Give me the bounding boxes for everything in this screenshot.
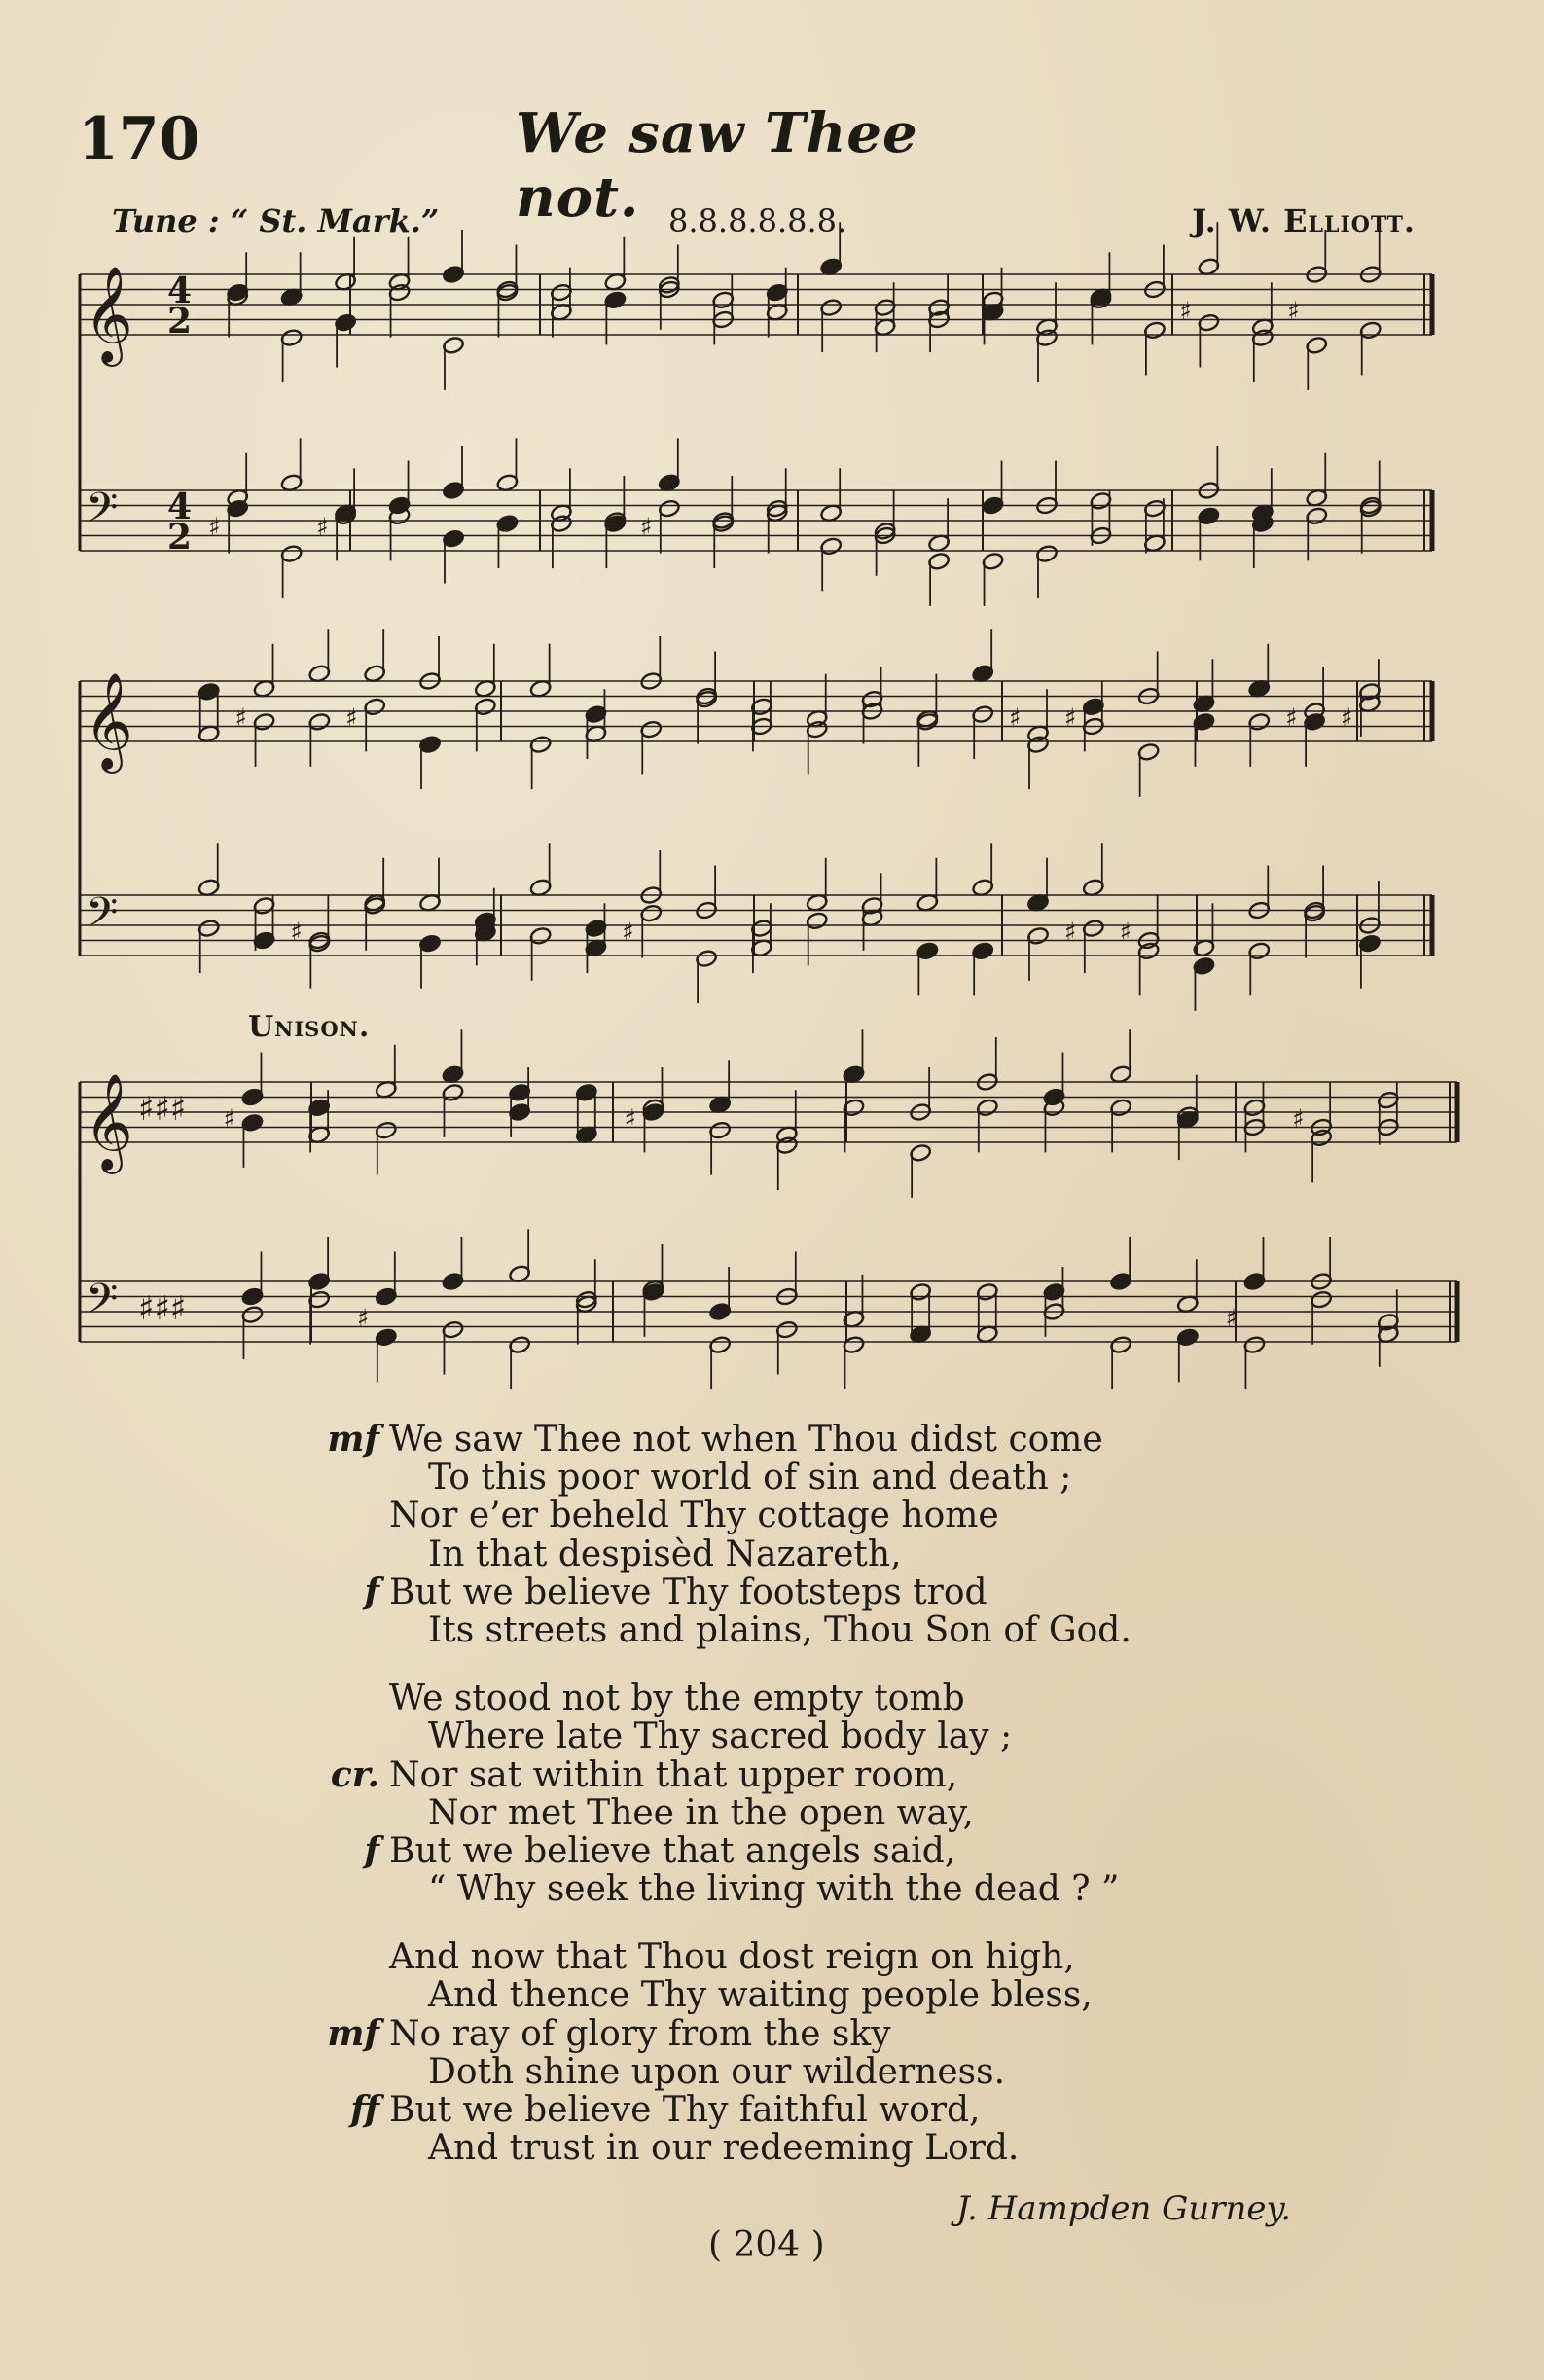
hymn-verses xyxy=(0,1421,1544,2197)
tune-name: Tune : “ St. Mark.” xyxy=(112,202,440,239)
stanza-2 xyxy=(0,1679,1544,1908)
sharp-accidental: ♯ xyxy=(1119,918,1132,948)
sharp-accidental: ♯ xyxy=(1292,1104,1305,1135)
sharp-accidental: ♯ xyxy=(624,1104,637,1135)
verse-text: Where late Thy sacred body lay ; xyxy=(428,1716,1013,1757)
verse-line xyxy=(0,2053,1544,2091)
sharp-accidental: ♯ xyxy=(208,513,221,543)
verse-text: And now that Thou dost reign on high, xyxy=(389,1937,1075,1978)
time-signature-bottom: 2 xyxy=(167,517,193,558)
verse-text: “ Why seek the living with the dead ? ” xyxy=(428,1869,1120,1910)
text-author: J. Hampden Gurney. xyxy=(956,2189,1291,2228)
verse-text: Nor e’er beheld Thy cottage home xyxy=(389,1496,999,1536)
verse-text: We saw Thee not when Thou didst come xyxy=(389,1420,1103,1460)
verse-line xyxy=(0,1938,1544,1976)
verse-line xyxy=(0,1753,1544,1795)
verse-text: But we believe Thy faithful word, xyxy=(389,2090,981,2130)
verse-text: To this poor world of sin and death ; xyxy=(428,1458,1072,1498)
verse-text: Nor met Thee in the open way, xyxy=(428,1792,974,1833)
hymn-number: 170 xyxy=(78,105,200,173)
bass-clef: 𝄢 xyxy=(86,888,119,948)
verse-line xyxy=(0,1717,1544,1755)
verse-line xyxy=(0,1794,1544,1832)
meter: 8.8.8.8.8.8. xyxy=(668,202,847,239)
verse-line xyxy=(0,1570,1544,1612)
verse-line xyxy=(0,1829,1544,1871)
time-signature-bottom: 2 xyxy=(167,301,193,342)
dynamic-marking: mf xyxy=(327,1419,379,1460)
sharp-accidental: ♯ xyxy=(234,703,248,734)
time-signature-top: 4 xyxy=(167,487,193,527)
bass-clef: 𝄢 xyxy=(86,484,119,543)
treble-clef: 𝄞 xyxy=(84,672,133,770)
verse-line xyxy=(0,1497,1544,1534)
dynamic-marking: cr. xyxy=(330,1753,379,1795)
verse-text: Its streets and plains, Thou Son of God. xyxy=(428,1609,1131,1650)
sharp-accidental: ♯ xyxy=(1179,297,1192,327)
verse-text: And trust in our redeeming Lord. xyxy=(428,2128,1020,2169)
verse-text: Doth shine upon our wilderness. xyxy=(428,2051,1006,2092)
verse-line xyxy=(0,1421,1544,1459)
sharp-accidental: ♯ xyxy=(223,1104,236,1135)
dynamic-marking: mf xyxy=(327,2012,379,2054)
verse-line xyxy=(0,1611,1544,1649)
verse-text: But we believe that angels said, xyxy=(389,1830,956,1871)
stanza-3 xyxy=(0,1938,1544,2167)
verse-line xyxy=(0,2012,1544,2054)
sharp-accidental: ♯ xyxy=(316,513,329,543)
verse-text: Nor sat within that upper room, xyxy=(389,1754,958,1795)
hymn-title: We saw Thee not. xyxy=(516,101,918,230)
key-signature: ♯♯♯ xyxy=(138,1090,187,1129)
key-signature: ♯♯♯ xyxy=(138,1289,187,1328)
verse-line xyxy=(0,1459,1544,1497)
dynamic-marking: ff xyxy=(350,2089,379,2130)
time-signature-top: 4 xyxy=(167,270,193,311)
dynamic-marking: f xyxy=(364,1570,379,1612)
verse-line xyxy=(0,1870,1544,1908)
verse-line xyxy=(0,1535,1544,1573)
verse-line xyxy=(0,1679,1544,1717)
sharp-accidental: ♯ xyxy=(622,918,634,948)
page-number: ( 204 ) xyxy=(708,2225,825,2265)
sharp-accidental: ♯ xyxy=(639,513,653,543)
verse-text: We stood not by the empty tomb xyxy=(389,1678,965,1719)
sharp-accidental: ♯ xyxy=(356,1304,370,1334)
sharp-accidental: ♯ xyxy=(290,918,303,948)
verse-text: In that despisèd Nazareth, xyxy=(428,1533,902,1574)
verse-text: And thence Thy waiting people bless, xyxy=(428,1975,1093,2016)
sharp-accidental: ♯ xyxy=(1063,918,1077,948)
sharp-accidental: ♯ xyxy=(1287,297,1300,327)
treble-clef: 𝄞 xyxy=(84,1073,133,1171)
verse-line xyxy=(0,2129,1544,2167)
sharp-accidental: ♯ xyxy=(1009,703,1022,734)
dynamic-marking: f xyxy=(364,1829,379,1871)
verse-text: No ray of glory from the sky xyxy=(389,2013,891,2054)
unison-label: Unison. xyxy=(248,1010,371,1044)
verse-text: But we believe Thy footsteps trod xyxy=(389,1571,987,1612)
composer: J. W. Elliott. xyxy=(1191,202,1416,239)
sharp-accidental: ♯ xyxy=(345,703,358,734)
sharp-accidental: ♯ xyxy=(1285,703,1298,734)
stanza-1 xyxy=(0,1421,1544,1649)
verse-line xyxy=(0,1976,1544,2014)
sharp-accidental: ♯ xyxy=(1225,1304,1239,1334)
verse-line xyxy=(0,2091,1544,2129)
sharp-accidental: ♯ xyxy=(1063,703,1077,734)
treble-clef: 𝄞 xyxy=(84,266,133,363)
bass-clef: 𝄢 xyxy=(86,1275,119,1334)
sharp-accidental: ♯ xyxy=(1340,703,1353,734)
